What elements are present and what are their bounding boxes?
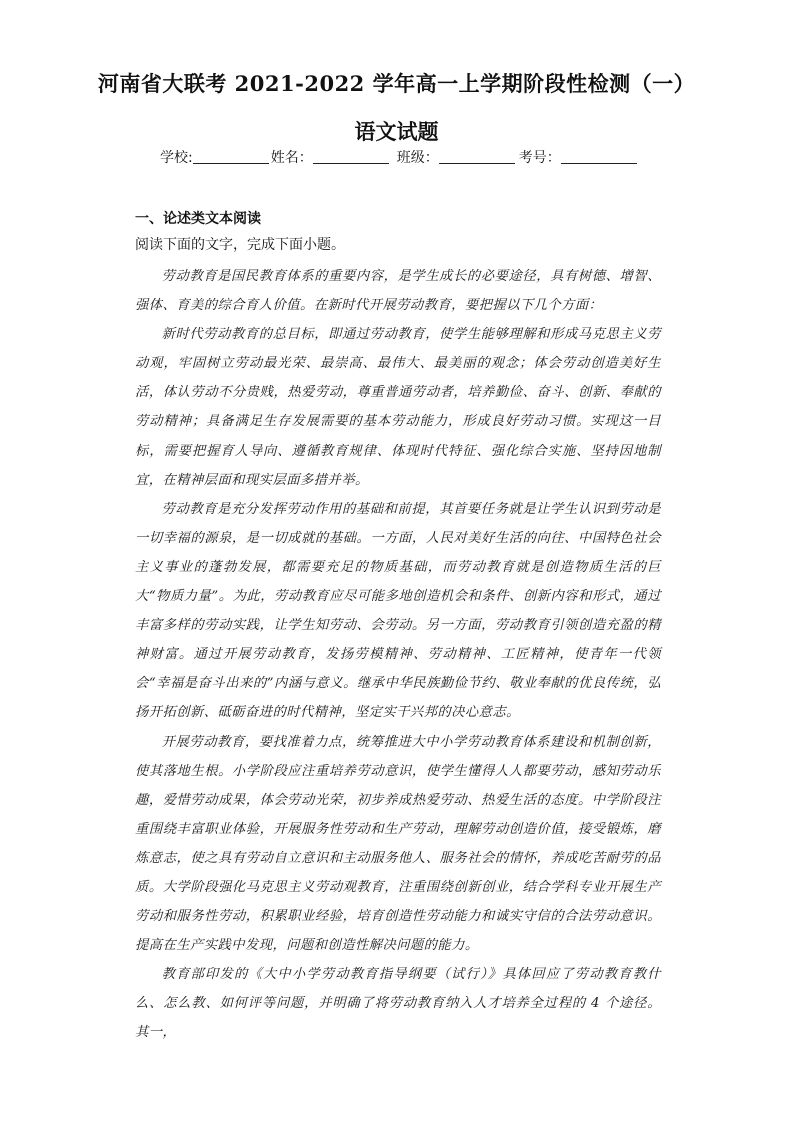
student-info-line xyxy=(160,147,637,167)
document-title: 河南省大联考 2021-2022 学年高一上学期阶段性检测（一） xyxy=(97,71,696,96)
class-label: 班级： xyxy=(396,150,439,166)
document-subtitle: 语文试题 xyxy=(354,119,439,144)
section-instruction: 阅读下面的文字，完成下面小题。 xyxy=(135,237,345,253)
number-blank xyxy=(561,149,637,164)
class-blank xyxy=(439,149,515,164)
name-label: 姓名： xyxy=(270,150,313,166)
passage-paragraph: 开展劳动教育，要找准着力点，统筹推进大中小学劳动教育体系建设和机制创新，使其落地生根。小学阶段应注重培养劳动意识，使学生懂得人人都要劳动，感知劳动乐趣，爱惜劳动成果，体会劳动光荣，初步养成热爱劳动、热爱生活的态度。中学阶段注重围绕丰富职业体验，开展服务性劳动和生产劳动，理解劳动创造价值，接受锻炼，磨炼意志，使之具有劳动自立意识和主动服务他人、服务社会的情怀，养成吃苦耐劳的品质。大学阶段强化马克思主义劳动观教育，注重围绕创新创业，结合学科专业开展生产劳动和服务性劳动，积累职业经验，培育创造性劳动能力和诚实守信的合法劳动意识。提高在生产实践中发现，问题和创造性解决问题的能力。 xyxy=(135,734,661,954)
passage-paragraph: 劳动教育是国民教育体系的重要内容，是学生成长的必要途径，具有树德、增智、强体、育美的综合育人价值。在新时代开展劳动教育，要把握以下几个方面： xyxy=(135,269,661,314)
passage-paragraph: 教育部印发的《大中小学劳动教育指导纲要（试行）》具体回应了劳动教育教什么、怎么教、如何评等问题，并明确了将劳动教育纳入人才培养全过程的 4 个途径。其一， xyxy=(135,967,661,1041)
school-label: 学校: xyxy=(160,150,193,166)
passage-body xyxy=(135,262,661,1048)
passage-paragraph: 新时代劳动教育的总目标，即通过劳动教育，使学生能够理解和形成马克思主义劳动观，牢固树立劳动最光荣、最崇高、最伟大、最美丽的观念；体会劳动创造美好生活，体认劳动不分贵贱，热爱劳动，尊重普通劳动者，培养勤俭、奋斗、创新、奉献的劳动精神；具备满足生存发展需要的基本劳动能力，形成良好劳动习惯。实现这一目标，需要把握育人导向、遵循教育规律、体现时代特征、强化综合实施、坚持因地制宜，在精神层面和现实层面多措并举。 xyxy=(135,327,661,488)
name-blank xyxy=(313,149,389,164)
number-label: 考号： xyxy=(518,150,561,166)
section-heading: 一、论述类文本阅读 xyxy=(135,211,261,227)
school-blank xyxy=(193,149,269,164)
passage-paragraph: 劳动教育是充分发挥劳动作用的基础和前提，其首要任务就是让学生认识到劳动是一切幸福的源泉，是一切成就的基础。一方面，人民对美好生活的向往、中国特色社会主义事业的蓬勃发展，都需要充足的物质基础，而劳动教育就是创造物质生活的巨大“物质力量”。为此，劳动教育应尽可能多地创造机会和条件、创新内容和形式，通过丰富多样的劳动实践，让学生知劳动、会劳动。另一方面，劳动教育引领创造充盈的精神财富。通过开展劳动教育，发扬劳模精神、劳动精神、工匠精神，使青年一代领会“幸福是奋斗出来的”内涵与意义。继承中华民族勤俭节约、敬业奉献的优良传统，弘扬开拓创新、砥砺奋进的时代精神，坚定实干兴邦的决心意志。 xyxy=(135,501,661,721)
